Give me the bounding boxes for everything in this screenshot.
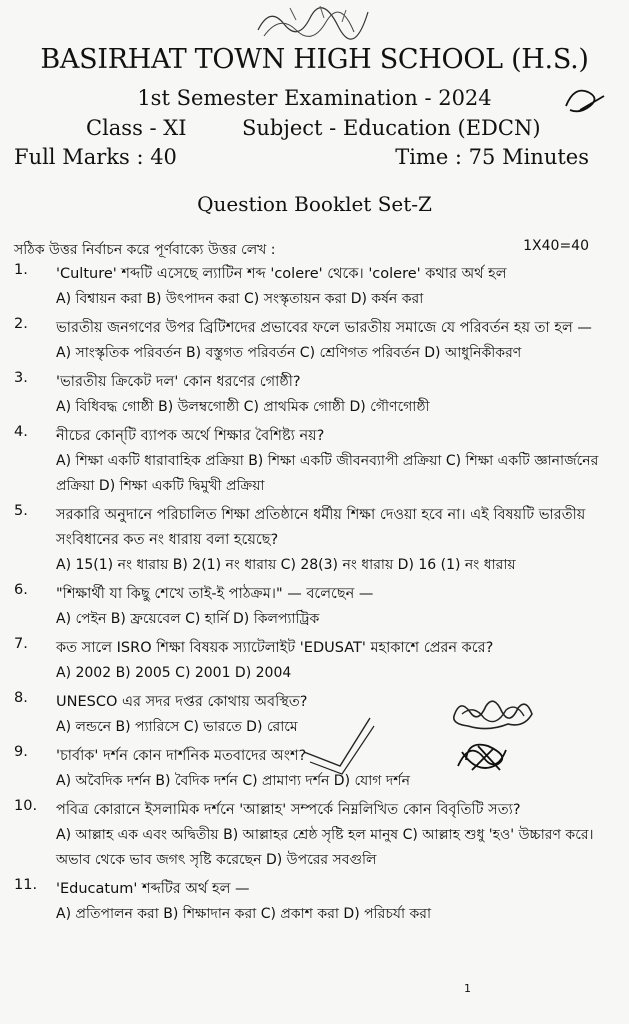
question-text: 'Educatum' শব্দটির অর্থ হল — bbox=[56, 881, 250, 897]
question-list bbox=[14, 262, 614, 931]
question-number: 6. bbox=[14, 582, 28, 598]
question-text: "শিক্ষার্থী যা কিছু শেখে তাই-ই পাঠক্রম।" — বলেছেন — bbox=[56, 586, 374, 602]
question-text: কত সালে ISRO শিক্ষা বিষয়ক স্যাটেলাইট 'EDUSAT' মহাকাশে প্রেরন করে? bbox=[56, 640, 494, 656]
tick-marks bbox=[300, 712, 380, 786]
answer-options: A) বিশ্বায়ন করা B) উৎপাদন করা C) সংস্কৃতায়ন করা D) কর্ষন করা bbox=[56, 291, 424, 307]
booklet-set: Question Booklet Set-Z bbox=[197, 192, 432, 216]
class-label: Class - XI bbox=[86, 116, 187, 140]
question-item bbox=[14, 503, 614, 578]
question-item bbox=[14, 582, 614, 632]
answer-options: A) লন্ডনে B) প্যারিসে C) ভারতে D) রোমে bbox=[56, 719, 298, 735]
question-item bbox=[14, 262, 614, 312]
question-text: ভারতীয় জনগণের উপর ব্রিটিশদের প্রভাবের ফলে ভারতীয় সমাজে যে পরিবর্তন হয় তা হল — bbox=[56, 320, 592, 336]
answer-options: A) 2002 B) 2005 C) 2001 D) 2004 bbox=[56, 665, 292, 681]
answer-options: A) প্রতিপালন করা B) শিক্ষাদান করা C) প্রকাশ করা D) পরিচর্যা করা bbox=[56, 906, 432, 922]
question-item bbox=[14, 424, 614, 499]
question-number: 8. bbox=[14, 690, 28, 706]
question-number: 3. bbox=[14, 370, 28, 386]
signature-mark bbox=[560, 80, 610, 124]
question-text: পবিত্র কোরানে ইসলামিক দর্শনে 'আল্লাহ' সম্পর্কে নিম্নলিখিত কোন বিবৃতিটি সত্য? bbox=[56, 802, 521, 818]
scribble-mark bbox=[250, 0, 380, 46]
question-number: 4. bbox=[14, 424, 28, 440]
question-number: 7. bbox=[14, 636, 28, 652]
question-number: 1. bbox=[14, 262, 28, 278]
full-marks: Full Marks : 40 bbox=[14, 145, 177, 169]
question-text: সরকারি অনুদানে পরিচালিত শিক্ষা প্রতিষ্ঠানে ধর্মীয় শিক্ষা দেওয়া হবে না। এই বিষয়টি ভারতীয় সংবিধানের কত নং ধারায় বলা হয়েছে? bbox=[56, 507, 586, 548]
question-text: UNESCO এর সদর দপ্তর কোথায় অবস্থিত? bbox=[56, 694, 308, 710]
question-text: 'চার্বাক' দর্শন কোন দার্শনিক মতবাদের অংশ? bbox=[56, 748, 307, 764]
scribble-mark bbox=[448, 694, 538, 738]
question-item bbox=[14, 877, 614, 927]
question-item bbox=[14, 370, 614, 420]
subject-label: Subject - Education (EDCN) bbox=[242, 116, 541, 140]
school-name: BASIRHAT TOWN HIGH SCHOOL (H.S.) bbox=[40, 44, 589, 75]
question-number: 9. bbox=[14, 744, 28, 760]
answer-options: A) বিধিবদ্ধ গোষ্ঠী B) উলম্বগোষ্ঠী C) প্রাথমিক গোষ্ঠী D) গৌণগোষ্ঠী bbox=[56, 399, 430, 415]
question-text: নীচের কোন্‌টি ব্যাপক অর্থে শিক্ষার বৈশিষ্ট্য নয়? bbox=[56, 428, 325, 444]
time-limit: Time : 75 Minutes bbox=[395, 145, 589, 169]
answer-options: A) অবৈদিক দর্শন B) বৈদিক দর্শন C) প্রামাণ্য দর্শন D) যোগ দর্শন bbox=[56, 773, 410, 789]
question-number: 11. bbox=[14, 877, 38, 893]
question-number: 10. bbox=[14, 798, 38, 814]
page-number: 1 bbox=[464, 982, 471, 995]
question-item bbox=[14, 798, 614, 873]
exam-title: 1st Semester Examination - 2024 bbox=[137, 86, 492, 110]
scribble-mark bbox=[448, 736, 518, 784]
question-item bbox=[14, 316, 614, 366]
answer-options: A) শিক্ষা একটি ধারাবাহিক প্রক্রিয়া B) শিক্ষা একটি জীবনব্যাপী প্রক্রিয়া C) শিক্ষা একটি জ্ঞানার্জনের প্রক্রিয়া D) শিক্ষা একটি দ্বিমুখী প্রক্রিয়া bbox=[56, 453, 599, 494]
question-number: 5. bbox=[14, 503, 28, 519]
question-text: 'ভারতীয় ক্রিকেট দল' কোন ধরণের গোষ্ঠী? bbox=[56, 374, 301, 390]
answer-options: A) 15(1) নং ধারায় B) 2(1) নং ধারায় C) 28(3) নং ধারায় D) 16 (1) নং ধারায় bbox=[56, 557, 516, 573]
question-number: 2. bbox=[14, 316, 28, 332]
answer-options: A) আল্লাহ এক এবং অদ্বিতীয় B) আল্লাহর শ্রেষ্ঠ সৃষ্টি হল মানুষ C) আল্লাহ শুধু 'হও' উচ্চারণ করে। অভাব থেকে ভাব জগৎ সৃষ্টি করেছেন D) উপরের সবগুলি bbox=[56, 827, 594, 868]
answer-options: A) পেইন B) ফ্রয়েবেল C) হার্নি D) কিলপ্যাট্রিক bbox=[56, 611, 320, 627]
marks-scheme: 1X40=40 bbox=[523, 238, 589, 254]
question-text: 'Culture' শব্দটি এসেছে ল্যাটিন শব্দ 'colere' থেকে। 'colere' কথার অর্থ হল bbox=[56, 266, 507, 282]
answer-options: A) সাংস্কৃতিক পরিবর্তন B) বস্তুগত পরিবর্তন C) শ্রেণিগত পরিবর্তন D) আধুনিকীকরণ bbox=[56, 345, 522, 361]
instructions: সঠিক উত্তর নির্বাচন করে পূর্ণবাক্যে উত্তর লেখ : bbox=[14, 242, 276, 258]
question-item bbox=[14, 636, 614, 686]
